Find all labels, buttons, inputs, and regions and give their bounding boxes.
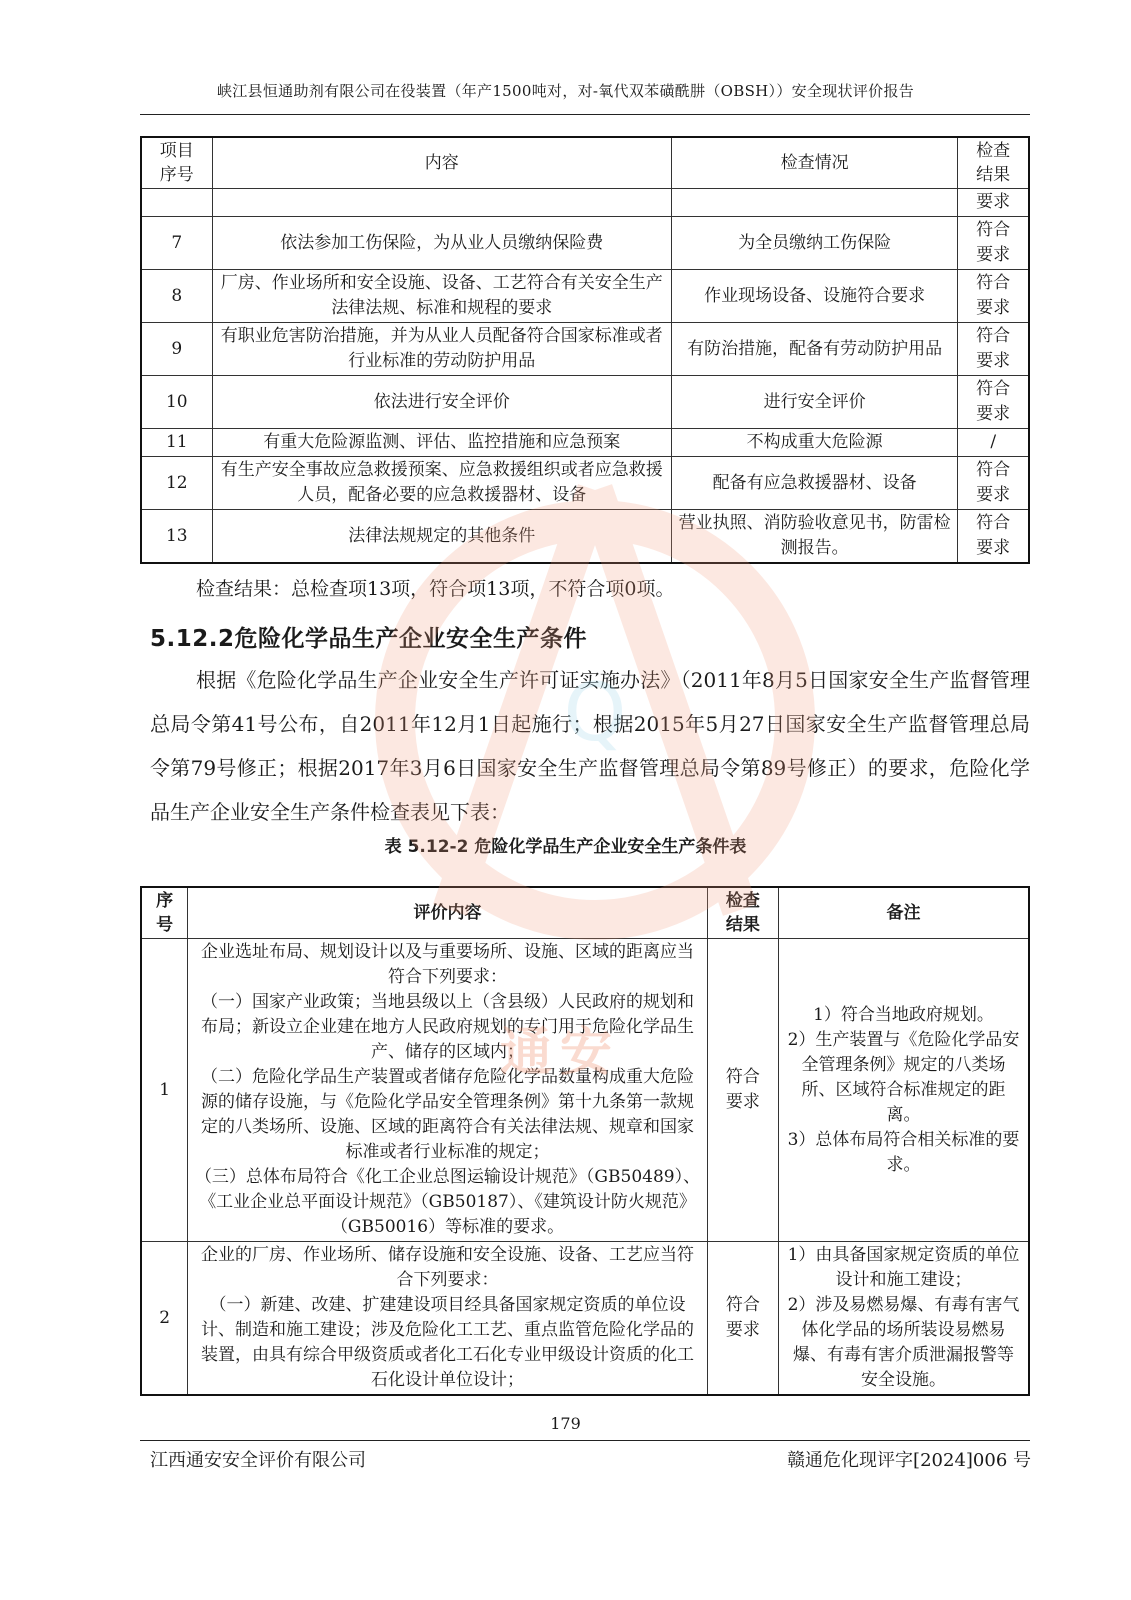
row-content: 企业选址布局、规划设计以及与重要场所、设施、区域的距离应当符合下列要求： （一）国家产业政策；当地县级以上（含县级）人民政府的规划和布局；新设立企业建在地方人民政府规划的专门用于危险化学品生产、储存的区域内； （二）危险化学品生产装置或者储存危险化学品数量构成重大危险源的储存设施，与《危险化学品安全管理条例》第十九条第一款规定的八类场所、设施、区域的距离符合有关法律法规、规章和国家标准或者行业标准的规定； （三）总体布局符合《化工企业总图运输设计规范》（GB50489）、《工业企业总平面设计规范》（GB50187）、《建筑设计防火规范》（GB50016）等标准的要求。 (188, 939, 707, 1242)
row-no: 13 (141, 510, 212, 564)
row-check: 营业执照、消防验收意见书，防雷检测报告。 (671, 510, 958, 564)
row-result: 符合 要求 (958, 457, 1029, 510)
row-content: 有生产安全事故应急救援预案、应急救援组织或者应急救援人员，配备必要的应急救援器材、设备 (212, 457, 671, 510)
table-row (141, 217, 1029, 270)
inspection-table-1 (140, 136, 1030, 564)
watermark-letters: Q (563, 666, 627, 759)
table-caption: 表 5.12-2 危险化学品生产企业安全生产条件表 (384, 837, 747, 857)
row-no: 7 (141, 217, 212, 270)
table-row (141, 457, 1029, 510)
column-header-result: 检查 结果 (707, 887, 778, 939)
row-no: 9 (141, 323, 212, 376)
row-no: 1 (141, 939, 188, 1242)
row-result: 符合 要求 (958, 376, 1029, 429)
table-row (141, 323, 1029, 376)
section-heading: 5.12.2危险化学品生产企业安全生产条件 (150, 626, 587, 652)
row-result: 符合 要求 (958, 323, 1029, 376)
check-summary: 检查结果：总检查项13项，符合项13项，不符合项0项。 (196, 578, 675, 600)
row-check: 有防治措施，配备有劳动防护用品 (671, 323, 958, 376)
table-header-row (141, 137, 1029, 189)
table-row (141, 376, 1029, 429)
row-content: 厂房、作业场所和安全设施、设备、工艺符合有关安全生产法律法规、标准和规程的要求 (212, 270, 671, 323)
inspection-table-2 (140, 886, 1030, 1396)
table-row (141, 429, 1029, 457)
row-result: 符合 要求 (958, 270, 1029, 323)
footer-company: 江西通安安全评价有限公司 (150, 1450, 366, 1471)
table-row (141, 939, 1029, 1242)
column-header-content: 内容 (212, 137, 671, 189)
table-row (141, 510, 1029, 564)
row-remark: 1）由具备国家规定资质的单位设计和施工建设； 2）涉及易燃易爆、有毒有害气体化学品的场所装设易燃易爆、有毒有害介质泄漏报警等安全设施。 (778, 1242, 1029, 1396)
table-header-row (141, 887, 1029, 939)
row-no: 11 (141, 429, 212, 457)
row-check: 为全员缴纳工伤保险 (671, 217, 958, 270)
page-number: 179 (550, 1414, 581, 1433)
row-content: 法律法规规定的其他条件 (212, 510, 671, 564)
row-content: 企业的厂房、作业场所、储存设施和安全设施、设备、工艺应当符合下列要求： （一）新建、改建、扩建建设项目经具备国家规定资质的单位设计、制造和施工建设；涉及危险化工工艺、重点监管危险化学品的装置，由具有综合甲级资质或者化工石化专业甲级设计资质的化工石化设计单位设计； (188, 1242, 707, 1396)
report-header-title: 峡江县恒通助剂有限公司在役装置（年产1500吨对，对-氧代双苯磺酰肼（OBSH））安全现状评价报告 (216, 82, 915, 100)
column-header-no: 项目 序号 (141, 137, 212, 189)
column-header-check: 检查情况 (671, 137, 958, 189)
column-header-remark: 备注 (778, 887, 1029, 939)
row-content: 有职业危害防治措施，并为从业人员配备符合国家标准或者行业标准的劳动防护用品 (212, 323, 671, 376)
row-result: 要求 (958, 189, 1029, 217)
row-content: 依法参加工伤保险，为从业人员缴纳保险费 (212, 217, 671, 270)
header-divider (140, 114, 1030, 115)
column-header-no: 序 号 (141, 887, 188, 939)
row-result: 符合 要求 (707, 939, 778, 1242)
row-content: 依法进行安全评价 (212, 376, 671, 429)
row-content (212, 189, 671, 217)
table-row (141, 1242, 1029, 1396)
watermark-text: 通安 (500, 1023, 621, 1083)
table-row (141, 189, 1029, 217)
body-paragraph: 根据《危险化学品生产企业安全生产许可证实施办法》（2011年8月5日国家安全生产监督管理总局令第41号公布，自2011年12月1日起施行；根据2015年5月27日国家安全生产监督管理总局令第79号修正；根据2017年3月6日国家安全生产监督管理总局令第89号修正）的要求，危险化学品生产企业安全生产条件检查表见下表： (150, 668, 1030, 824)
row-result: 符合 要求 (958, 217, 1029, 270)
row-result: 符合 要求 (958, 510, 1029, 564)
row-no: 8 (141, 270, 212, 323)
column-header-content: 评价内容 (188, 887, 707, 939)
row-remark: 1）符合当地政府规划。 2）生产装置与《危险化学品安全管理条例》规定的八类场所、区域符合标准规定的距离。 3）总体布局符合相关标准的要求。 (778, 939, 1029, 1242)
footer-divider (140, 1440, 1030, 1441)
row-no: 2 (141, 1242, 188, 1396)
row-result: 符合 要求 (707, 1242, 778, 1396)
column-header-result: 检查 结果 (958, 137, 1029, 189)
row-no: 12 (141, 457, 212, 510)
table-row (141, 270, 1029, 323)
row-check: 不构成重大危险源 (671, 429, 958, 457)
row-no: 10 (141, 376, 212, 429)
row-check (671, 189, 958, 217)
row-content: 有重大危险源监测、评估、监控措施和应急预案 (212, 429, 671, 457)
row-result: / (958, 429, 1029, 457)
row-check: 配备有应急救援器材、设备 (671, 457, 958, 510)
row-check: 作业现场设备、设施符合要求 (671, 270, 958, 323)
row-no (141, 189, 212, 217)
row-check: 进行安全评价 (671, 376, 958, 429)
footer-report-number: 赣通危化现评字[2024]006 号 (787, 1450, 1031, 1471)
